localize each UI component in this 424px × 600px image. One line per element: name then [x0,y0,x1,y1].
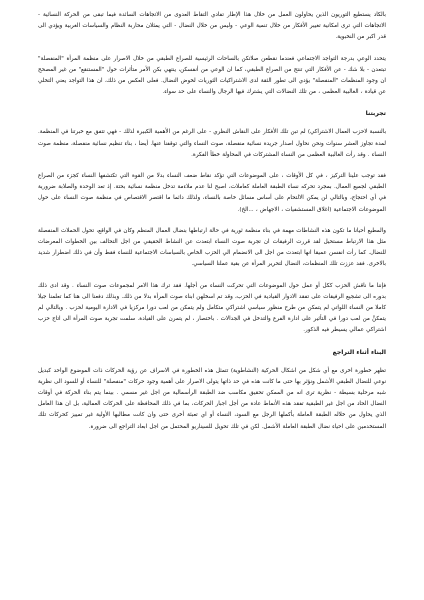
experience-paragraph-2: فقد توجب علينا التركيز ، في كل الأوقات ، على الموضوعات التي تؤكد نقاط ضعف النساء بدلا من القوة التي تكتشفها النساء كجزء من الصراع الطبقي لجميع العمال. بمجرد تحركه نساء الطبقة العاملة كعاملات، اصبح لنا عدم ملاءمة تدخل منظمة نسائية بحتة. إذ تعد الوحدة والصلابة ضرورية في أي احتجاج، وبالتالي لن يمكن الالتحام على أساس مسائل خاصة بالنساء، ولذلك دائما ما اقتصر الاقتصاص في منظمة صوت النساء على حول الموضوعات الاجتماعية (اغلاق المستشفيات ، الاجهاض ، ...الخ). [38,173,386,213]
intro-paragraph-1: بالكاد يستطيع التوريون الذين يحاولون العمل من خلال هذا الإطار تفادي التقاط العدوى من الاتجاهات السائدة فيما تبقى من الحركة النسائية - الاتجاهات التي ترى امكانية تغيير الأفكار من خلال تنمية الوعي - وليس من خلال النضال - التي يمثلان محاربة النظام والسياسات الغربية ويؤدي الى قدر اكبر من النخبوية. [38,12,386,41]
experience-paragraph-1: بالنسبة لاحزب العمال الاشتراكي) لم تبن تلك الأفكار على النقاش النظري - على الرغم من الأهمية الكبيرة لذلك - فهي تتفق مع خبرتنا في المنظمة. لمدة تجاوز العشر سنوات ونحن نحاول اصدار جريدة نسائية منفصلة، صوت النساء والتي توقفنا عنها. أيضا ، بناء تنظيم نسائية منفصلة، منظمة صوت النساء . وقد رأت الغالبية العظمى من النساء المشتركات في المحاولة خطأ الفكرة. [38,129,386,158]
experience-paragraph-4: فإننا ما ناقش الحزب ككل أو عمل حول الموضوعات التي تحركت النساء من أجلها. فقد ترك هذا الامر لمجموعات صوت النساء . وقد ادى ذلك بدوره الى تشجيع الرفيقات على تفقد الادوار القيادية في الحزب، وقد تم اسخلهن ابناء صوت المرأة بدلا من ذلك. وبذلك دفعنا الى هنا كما تعلمنا جيلا كاملا من النساء اللواتي لم يتمكن من طرح منظور سياسي اشتراكي متكامل ولم يتمكن من لعب دورا مركزيا في الادارة اليومية لحزب . وبالتالي لم يتمكنَّ من لعب دورا في التأثير على ادارة الفرع والتدخل في الجدالات . باختصار ، لم يتمرن على القيادة. سلمت تجربة صوت المرأة الى اتاج حزب اشتراكي عمالي يسيطر فيه الذكور. [38,282,386,334]
section-heading-experience: تجربتنا [365,110,386,118]
section-heading-building: البناء أثناء التراجع [332,348,386,356]
experience-paragraph-3: والمطيع أحيانا ما تكون هذه النشاطات مهمة في بناء منظمة ثورية في حالة ارتباطها بنضال العمال المنظم وكان في الواقع، تحول الحملات المنفصلة مثل هذا الارتباط مستحيل لقد قررت الرفيقات ان تجربة صوت النساء ابتعدت عن النشاط الحقيقي من اجل التحالف بين الخطوات المعرضات للنضال. كما رأت انفسن عميقا انها ابتعدت من اجل الى الانضمام الي الحزب الخاص بالسياسات الاجتماعية للنساء فقط وأن في ذلك اضطرار شديد بالاخرى. فقد عززت تلك المنظمات، النضال لتحرير المرأة عن بقية عملنا السياسي. [38,227,386,268]
intro-paragraph-2: يتحدد الوعي بدرجة التواجد الاجتماعي فعندما نقطعن صلاتكن بالساحات الرئيسية للصراع الطبقي من خلال الاصرار على منظمة المرأة "المنفصلة" تبتعدن - بلا شك - عن الأفكار التي تنتج من الصراع الطبقي، كما ان الوعي من أنفسكن، ينتهي بكن الأمر متأثرات حول "المستنقع" من غير المصحح ان وجود المنظمات "المنفصلة" يؤدي الى تطور الثقة لدى الاشتراكيات الثوريات لخوض النضال. فعلى العكس من ذلك، ان هذا التواجد يعني التخلي عن قيادة ، الغالبية العظمى ، من تلك النضالات التي يشترك فيها الرجال والنساء على حد سواء. [38,55,386,96]
building-paragraph-1: تظهر خطورة اخرى مع أي شكل من اشكال الحركية (النشاطوية) تتمثل هذه الخطورة في الاسراف عن رؤية الحركات ذات الموضوع الواحد كبديل نوعي للنضال الطبقي الأشمل ونؤثر بها حتى ما كانت هذه في حد ذاتها يتولى الاصرار على أهمية وجود حركات "منفصلة" للنساء أو للسود الى نظرية شبه مرحلية بسيطة - نظرية ترى انه من الممكن تحقيق مكاسب ضد الطبقة الرأسمالية من اجل غير مسمي . بينما يتم بناء الحركة في أوقات النضال الحاد من اجل غير الطبقية تفقد هذه الأنماط عادة من أجل اجبار الحركات، بما في ذلك المحافظة على الحركات العمالية، بل ان هذا العامل الذي يحاول من خلاله الطبقة العاملة بأكملها الرجل مع السود، النساء أو اي تعبئة أخرى حتى وان كانت مطالبها الأولية غير تمييز كحركات تلك المستخدمين على احياء نضال الطبقة العاملة الأشمل. لكن في تلك تحويل للسيناريو المحتمل من اجل ابعاد التراجع الى ضرورة. [38,367,386,430]
